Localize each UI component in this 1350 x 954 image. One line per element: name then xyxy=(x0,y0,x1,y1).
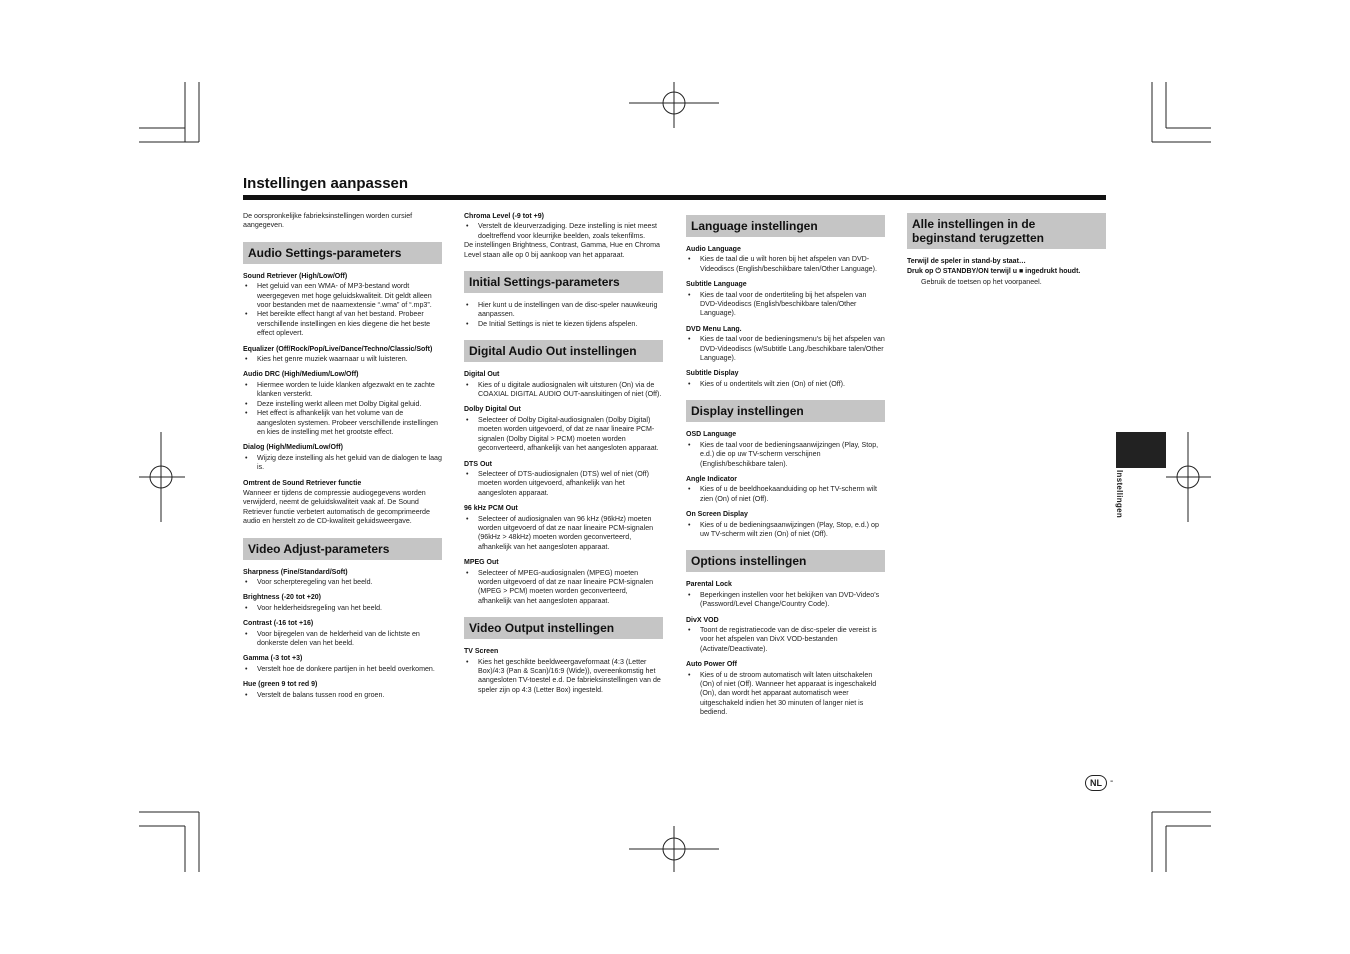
setting-bullet: • Kies de taal voor de bedieningsmenu’s bij het afspelen van DVD-Videodiscs (w/Subtitle Lang./beschikbare talen/Other Language). xyxy=(686,335,885,363)
audio-items xyxy=(243,272,442,473)
intro-text: De oorspronkelijke fabrieksinstellingen worden cursief aangegeven. xyxy=(243,212,413,230)
setting-item xyxy=(686,510,885,539)
display-items xyxy=(686,430,885,539)
title-rule xyxy=(243,195,1106,200)
setting-item xyxy=(464,504,663,552)
setting-item xyxy=(243,370,442,437)
bullet: • De Initial Settings is niet te kiezen tijdens afspelen. xyxy=(464,320,663,329)
setting-item xyxy=(686,660,885,717)
section-initial-settings: Initial Settings-parameters xyxy=(464,271,663,293)
setting-heading: Digital Out xyxy=(464,371,500,379)
column-3 xyxy=(686,212,885,724)
setting-heading: Hue (green 9 tot red 9) xyxy=(243,681,318,689)
retriever-heading: Omtrent de Sound Retriever functie xyxy=(243,479,362,487)
setting-item xyxy=(243,272,442,339)
setting-item xyxy=(464,558,663,606)
digital-items xyxy=(464,370,663,606)
setting-bullet: • Het effect is afhankelijk van het volume van de aangesloten systemen. Probeer verschillende instellingen en kies de instelling met het grootste effect. xyxy=(243,409,442,437)
retriever-text: Wanneer er tijdens de compressie audiogegevens worden verwijderd, neemt de geluidskwaliteit vaak af. De Sound Retriever functie verbetert automatisch de gecomprimeerde audio en herstelt zo de CD-kwaliteit geluidsweergave. xyxy=(243,488,430,526)
setting-item xyxy=(243,345,442,365)
setting-bullet: • Selecteer of Dolby Digital-audiosignalen (Dolby Digital) moeten worden uitgevoerd, of dat ze naar lineaire PCM-signalen (Dolby Digital > PCM) moeten worden geconverteerd, afhankelijk van het aangesloten apparaat. xyxy=(464,416,663,454)
language-badge: NL xyxy=(1085,775,1107,791)
setting-item xyxy=(464,460,663,499)
setting-item xyxy=(243,654,442,674)
setting-item xyxy=(243,593,442,613)
setting-bullet: • Voor bijregelen van de helderheid van de lichtste en donkerste delen van het beeld. xyxy=(243,630,442,649)
retriever-note xyxy=(243,479,442,527)
setting-bullet: • Verstelt hoe de donkere partijen in het beeld overkomen. xyxy=(243,665,442,674)
setting-heading: DTS Out xyxy=(464,460,492,468)
setting-item xyxy=(686,245,885,274)
column-4 xyxy=(907,212,1106,289)
setting-bullet: • Beperkingen instellen voor het bekijken van DVD-Video’s (Password/Level Change/Country Code). xyxy=(686,591,885,610)
setting-bullet: • Het bereikte effect hangt af van het bestand. Probeer verschillende instellingen en kies diegene die het beste effect oplevert. xyxy=(243,310,442,338)
section-digital-audio-out: Digital Audio Out instellingen xyxy=(464,340,663,362)
setting-item xyxy=(686,430,885,469)
section-video-output: Video Output instellingen xyxy=(464,617,663,639)
section-language: Language instellingen xyxy=(686,215,885,237)
setting-bullet: • Het geluid van een WMA- of MP3-bestand wordt weergegeven met hoge geluidskwaliteit. Dit geldt alleen voor bestanden met de naamextensie “.wma” of “.mp3”. xyxy=(243,282,442,310)
reset-step-2: Druk op ⏻ STANDBY/ON terwijl u ■ ingedrukt houdt. xyxy=(907,268,1081,276)
column-2 xyxy=(464,212,663,701)
setting-heading: Contrast (-16 tot +16) xyxy=(243,620,314,628)
setting-bullet: • Kies of u ondertitels wilt zien (On) of niet (Off). xyxy=(686,380,885,389)
setting-heading: TV Screen xyxy=(464,648,499,656)
bullet: • Hier kunt u de instellingen van de disc-speler nauwkeurig aanpassen. xyxy=(464,301,663,320)
setting-heading: Audio Language xyxy=(686,246,741,253)
setting-bullet: • Selecteer of MPEG-audiosignalen (MPEG) moeten worden uitgevoerd of dat ze naar lineaire PCM-signalen (MPEG > PCM) moeten worden geconverteerd, afhankelijk van het aangesloten apparaat. xyxy=(464,569,663,607)
setting-bullet: • Voor scherpteregeling van het beeld. xyxy=(243,578,442,587)
setting-bullet: • Selecteer of audiosignalen van 96 kHz (96kHz) moeten worden uitgevoerd of dat ze naar lineaire PCM-signalen (96kHz > 48kHz) moeten worden geconverteerd, afhankelijk van het aangesloten apparaat. xyxy=(464,515,663,553)
setting-heading: Auto Power Off xyxy=(686,661,737,669)
reset-note: Gebruik de toetsen op het voorpaneel. xyxy=(921,277,1042,286)
setting-heading: On Screen Display xyxy=(686,511,748,519)
setting-bullet: • Verstelt de balans tussen rood en groen. xyxy=(243,691,442,700)
lang-items xyxy=(686,245,885,389)
video-items xyxy=(243,568,442,700)
setting-heading: MPEG Out xyxy=(464,559,499,567)
section-video-adjust: Video Adjust-parameters xyxy=(243,538,442,560)
setting-heading: DVD Menu Lang. xyxy=(686,325,742,333)
setting-item xyxy=(686,369,885,389)
chapter-tab xyxy=(1116,432,1166,468)
setting-bullet: • Hiermee worden te luide klanken afgezwakt en te zachte klanken versterkt. xyxy=(243,381,442,400)
setting-heading: Dialog (High/Medium/Low/Off) xyxy=(243,444,343,452)
setting-bullet: • Selecteer of DTS-audiosignalen (DTS) wel of niet (Off) moeten worden uitgevoerd, afhankelijk van het aangesloten apparaat. xyxy=(464,470,663,498)
section-audio-settings: Audio Settings-parameters xyxy=(243,242,442,264)
setting-item xyxy=(243,619,442,648)
setting-item xyxy=(686,280,885,319)
setting-item xyxy=(464,647,663,695)
setting-item xyxy=(686,325,885,364)
chroma-item xyxy=(464,212,663,260)
chroma-heading: Chroma Level (-9 tot +9) xyxy=(464,213,544,220)
setting-bullet: • Kies of u digitale audiosignalen wilt uitsturen (On) via de COAXIAL DIGITAL AUDIO OUT-aansluitingen of niet (Off). xyxy=(464,381,663,400)
setting-bullet: • Kies of u de bedieningsaanwijzingen (Play, Stop, e.d.) op uw TV-scherm wilt zien (On) of niet (Off). xyxy=(686,521,885,540)
setting-bullet: • Deze instelling werkt alleen met Dolby Digital geluid. xyxy=(243,400,442,409)
setting-heading: Subtitle Display xyxy=(686,370,739,378)
setting-heading: Dolby Digital Out xyxy=(464,406,521,414)
setting-item xyxy=(243,680,442,700)
reset-step-1: Terwijl de speler in stand-by staat… xyxy=(907,258,1026,265)
setting-bullet: • Kies de taal voor de bedieningsaanwijzingen (Play, Stop, e.d.) die op uw TV-scherm verschijnen (English/beschikbare talen). xyxy=(686,441,885,469)
page-number-dash: - xyxy=(1110,776,1114,787)
setting-item xyxy=(464,405,663,453)
section-display: Display instellingen xyxy=(686,400,885,422)
setting-heading: Subtitle Language xyxy=(686,281,747,289)
setting-bullet: • Kies de taal die u wilt horen bij het afspelen van DVD-Videodiscs (English/beschikbare talen/Other Language). xyxy=(686,255,885,274)
setting-bullet: • Kies de taal voor de ondertiteling bij het afspelen van DVD-Videodiscs (English/beschikbare talen/Other Language). xyxy=(686,291,885,319)
setting-item xyxy=(464,370,663,399)
setting-bullet: • Kies of u de stroom automatisch wilt laten uitschakelen (On) of niet (Off). Wanneer het apparaat is ingeschakeld (On), dan wordt het apparaat automatisch weer uitgeschakeld indien het 30 minuten of langer niet is bediend. xyxy=(686,671,885,718)
setting-heading: Gamma (-3 tot +3) xyxy=(243,655,303,663)
setting-item xyxy=(243,443,442,472)
setting-heading: Sharpness (Fine/Standard/Soft) xyxy=(243,568,348,576)
side-label: Instellingen xyxy=(1115,470,1124,519)
column-1 xyxy=(243,212,442,706)
setting-item xyxy=(686,475,885,504)
setting-heading: Brightness (-20 tot +20) xyxy=(243,594,321,602)
setting-item xyxy=(686,616,885,655)
setting-heading: Parental Lock xyxy=(686,581,732,589)
setting-heading: 96 kHz PCM Out xyxy=(464,505,518,513)
section-reset: Alle instellingen in de beginstand terugzetten xyxy=(907,213,1106,249)
page-title: Instellingen aanpassen xyxy=(243,175,409,192)
setting-bullet: • Toont de registratiecode van de disc-speler die vereist is voor het afspelen van DivX VOD-bestanden (Activate/Deactivate). xyxy=(686,626,885,654)
setting-heading: OSD Language xyxy=(686,431,737,439)
chroma-bullet: • Verstelt de kleurverzadiging. Deze instelling is niet meest doeltreffend voor kleurrijke beelden, zoals tekenfilms. xyxy=(464,222,663,241)
setting-heading: Audio DRC (High/Medium/Low/Off) xyxy=(243,371,359,379)
setting-heading: DivX VOD xyxy=(686,616,719,624)
options-items xyxy=(686,580,885,717)
setting-bullet: • Wijzig deze instelling als het geluid van de dialogen te laag is. xyxy=(243,454,442,473)
video-out-items xyxy=(464,647,663,695)
setting-bullet: • Kies het genre muziek waarnaar u wilt luisteren. xyxy=(243,355,442,364)
chroma-note: De instellingen Brightness, Contrast, Gamma, Hue en Chroma Level staan alle op 0 bij aankoop van het apparaat. xyxy=(464,241,660,259)
section-options: Options instellingen xyxy=(686,550,885,572)
setting-heading: Sound Retriever (High/Low/Off) xyxy=(243,272,348,280)
setting-bullet: • Voor helderheidsregeling van het beeld. xyxy=(243,604,442,613)
setting-heading: Equalizer (Off/Rock/Pop/Live/Dance/Techno/Classic/Soft) xyxy=(243,345,433,353)
setting-bullet: • Kies of u de beeldhoekaanduiding op het TV-scherm wilt zien (On) of niet (Off). xyxy=(686,485,885,504)
setting-item xyxy=(243,568,442,588)
setting-item xyxy=(686,580,885,609)
initial-bullets xyxy=(464,301,663,329)
setting-heading: Angle Indicator xyxy=(686,475,737,483)
setting-bullet: • Kies het geschikte beeldweergaveformaat (4:3 (Letter Box)/4:3 (Pan & Scan)/16:9 (Wide)), overeenkomstig het aangesloten TV-toestel e.d. De fabrieksinstellingen van de speler zijn op 4:3 (Letter Box) ingesteld. xyxy=(464,658,663,696)
